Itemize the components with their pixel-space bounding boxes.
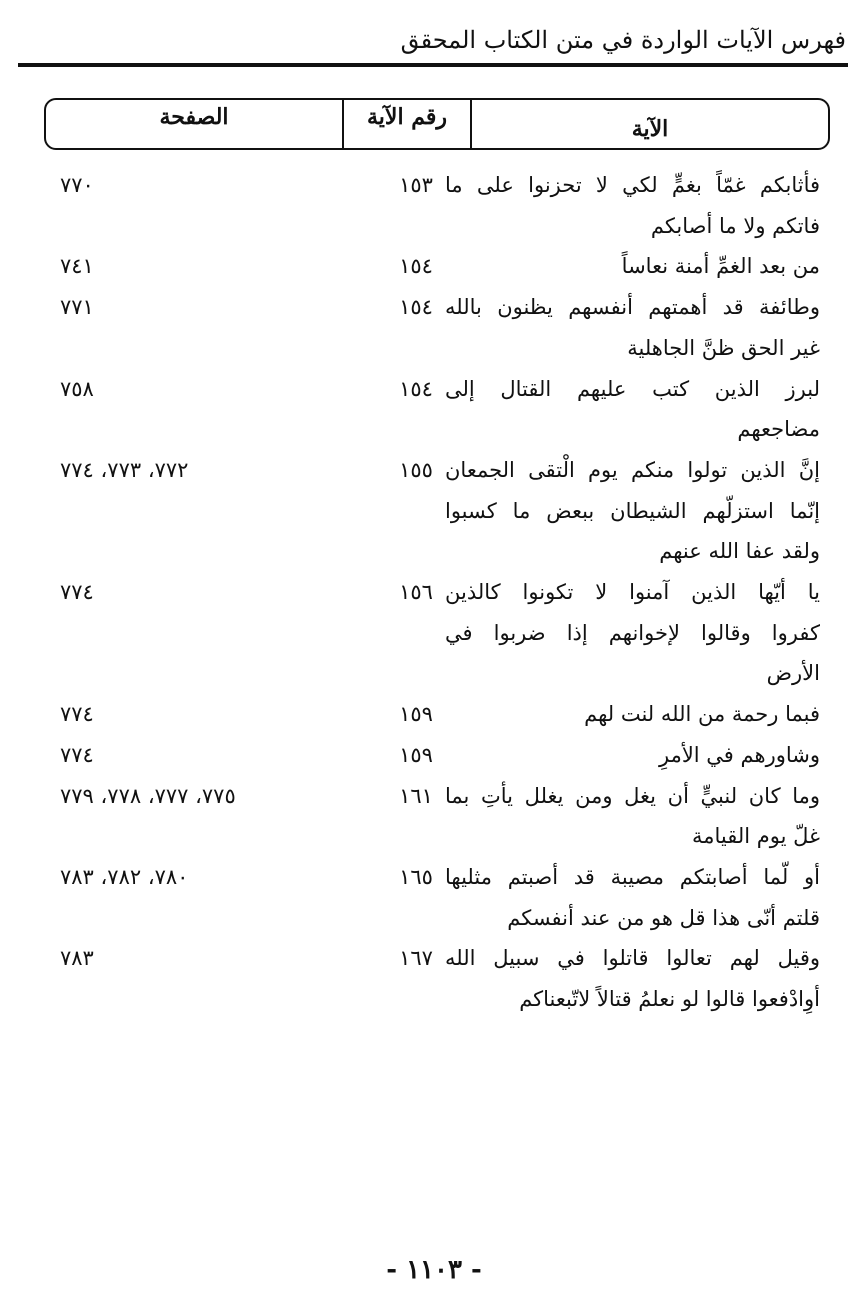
page-references: ٧٧٤ xyxy=(60,702,94,727)
column-header-number: رقم الآية xyxy=(342,100,470,148)
verse-number: ١٥٤ xyxy=(399,376,433,401)
verse-text-line: مضاجعهم xyxy=(737,417,820,442)
verse-text-line: فأثابكم غمّاً بغمٍّ لكي لا تحزنوا على ما xyxy=(445,173,820,197)
index-entry xyxy=(0,369,868,450)
verse-number: ١٥٤ xyxy=(399,254,433,279)
verse-number: ١٦١ xyxy=(399,783,433,808)
verse-number: ١٥٥ xyxy=(399,457,433,482)
running-head: فهرس الآيات الواردة في متن الكتاب المحقق xyxy=(400,26,846,54)
verse-text-line: وما كان لنبيٍّ أن يغل ومن يغلل يأتِ بما xyxy=(445,783,820,808)
index-entry xyxy=(0,938,868,1019)
verse-text-line: لبرز الذين كتب عليهم القتال إلى xyxy=(445,376,820,401)
verse-text-line: فاتكم ولا ما أصابكم xyxy=(650,213,820,238)
index-entry xyxy=(0,246,868,287)
verse-text-line: أو لّما أصابتكم مصيبة قد أصبتم مثليها xyxy=(445,864,820,889)
index-entry xyxy=(0,165,868,246)
verse-text-line: إنَّ الذين تولوا منكم يوم الْتقى الجمعان xyxy=(445,457,820,482)
page-references: ٧٨٠، ٧٨٢، ٧٨٣ xyxy=(60,864,189,889)
page-references: ٧٥٨ xyxy=(60,376,94,401)
header-rule xyxy=(18,63,848,67)
page-references: ٧٧٥، ٧٧٧، ٧٧٨، ٧٧٩ xyxy=(60,783,236,808)
verse-text-line: وشاورهم في الأمرِ xyxy=(658,742,820,767)
verse-text-line: وطائفة قد أهمتهم أنفسهم يظنون بالله xyxy=(445,295,820,320)
verse-text-line: من بعد الغمِّ أمنة نعاساً xyxy=(621,254,820,279)
page-references: ٧٧٤ xyxy=(60,580,94,604)
verse-text-line: وقيل لهم تعالوا قاتلوا في سبيل الله xyxy=(445,946,820,971)
page-references: ٧٤١ xyxy=(60,254,94,279)
page-references: ٧٧٢، ٧٧٣، ٧٧٤ xyxy=(60,457,189,482)
verse-text-line: فبما رحمة من الله لنت لهم xyxy=(584,702,820,727)
index-entry xyxy=(0,857,868,938)
index-entry xyxy=(0,450,868,572)
verse-text-line: غير الحق ظنَّ الجاهلية xyxy=(627,335,820,360)
verse-number: ١٦٥ xyxy=(399,864,433,889)
verse-text-line: غلّ يوم القيامة xyxy=(691,824,820,849)
page-references: ٧٧٤ xyxy=(60,742,94,767)
verse-text-line: أوِادْفعوا قالوا لو نعلمُ قتالاً لاتّبعناكم xyxy=(519,986,820,1011)
column-header xyxy=(44,98,830,150)
verse-text-line: يا أيّها الذين آمنوا لا تكونوا كالذين xyxy=(445,580,820,604)
column-header-page: الصفحة xyxy=(159,104,229,130)
page-references: ٧٧١ xyxy=(60,295,94,320)
verse-number: ١٥٩ xyxy=(399,702,433,727)
page-references: ٧٧٠ xyxy=(60,173,94,197)
column-header-verse: الآية xyxy=(470,100,828,148)
page-references: ٧٨٣ xyxy=(60,946,94,971)
verse-text-line: الأرض xyxy=(766,661,820,686)
index-entry xyxy=(0,735,868,776)
index-entry xyxy=(0,287,868,368)
verse-text-line: كفروا وقالوا لإخوانهم إذا ضربوا في xyxy=(445,620,820,645)
verse-number: ١٥٦ xyxy=(399,580,433,604)
verse-number: ١٥٩ xyxy=(399,742,433,767)
verse-number: ١٥٤ xyxy=(399,295,433,320)
verse-text-line: ولقد عفا الله عنهم xyxy=(659,539,820,564)
verse-number: ١٦٧ xyxy=(399,946,433,971)
verse-text-line: إنّما استزلّهم الشيطان ببعض ما كسبوا xyxy=(445,498,820,523)
index-entry xyxy=(0,572,868,694)
page-number: - ١١٠٣ - xyxy=(386,1255,482,1285)
index-entry xyxy=(0,776,868,857)
verse-number: ١٥٣ xyxy=(399,173,433,197)
index-entry xyxy=(0,694,868,735)
verse-text-line: قلتم أنّى هذا قل هو من عند أنفسكم xyxy=(507,905,820,930)
